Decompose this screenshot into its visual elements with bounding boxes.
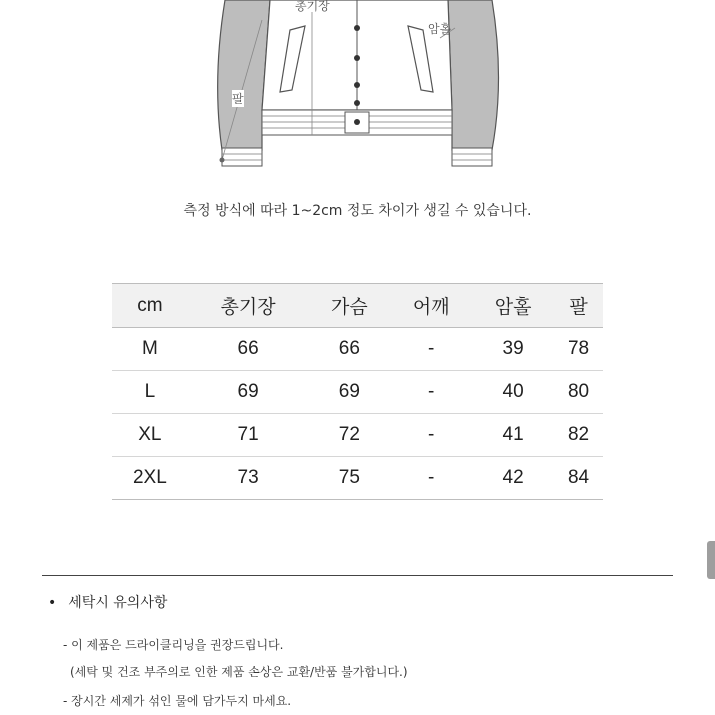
measurement-note: 측정 방식에 따라 1~2cm 정도 차이가 생길 수 있습니다. [183,203,532,219]
table-cell: 69 [308,371,390,414]
table-row [112,328,603,371]
table-cell: 40 [472,371,554,414]
care-heading [48,592,167,612]
table-cell: - [390,457,472,500]
sleeve-label: 팔 [232,92,244,106]
table-row [112,414,603,457]
header-cell: 총기장 [188,284,309,328]
table-cell: - [390,414,472,457]
header-cell: cm [112,284,188,328]
table-cell: 42 [472,457,554,500]
table-cell: 80 [554,371,603,414]
header-cell: 가슴 [308,284,390,328]
table-cell: 72 [308,414,390,457]
table-cell: 71 [188,414,309,457]
care-line: - 장시간 세제가 섞인 물에 담가두지 마세요. [63,694,292,708]
table-row [112,457,603,500]
care-line: (세탁 및 건조 부주의로 인한 제품 손상은 교환/반품 불가합니다.) [70,665,408,679]
table-cell: XL [112,414,188,457]
table-cell: 2XL [112,457,188,500]
table-cell: 41 [472,414,554,457]
header-cell: 팔 [554,284,603,328]
header-cell: 어깨 [390,284,472,328]
care-title: 세탁시 유의사항 [68,595,168,611]
care-line: - 이 제품은 드라이클리닝을 권장드립니다. [63,638,284,652]
table-cell: 82 [554,414,603,457]
table-cell: 73 [188,457,309,500]
armhole-label: 암홀 [428,22,452,36]
table-cell: L [112,371,188,414]
table-row [112,371,603,414]
table-cell: - [390,371,472,414]
jacket-illustration [0,0,715,175]
table-cell: 66 [308,328,390,371]
total-length-label: 총기장 [295,0,330,13]
table-cell: 75 [308,457,390,500]
table-cell: 84 [554,457,603,500]
table-cell: 78 [554,328,603,371]
table-cell: 39 [472,328,554,371]
size-table [112,283,603,500]
header-cell: 암홀 [472,284,554,328]
table-cell: - [390,328,472,371]
table-cell: 69 [188,371,309,414]
table-cell: 66 [188,328,309,371]
table-cell: M [112,328,188,371]
section-divider [42,575,673,576]
bullet-icon: • [48,595,57,611]
size-table-header [112,284,603,328]
scrollbar-thumb[interactable] [707,541,715,579]
jacket-diagram [0,0,715,175]
